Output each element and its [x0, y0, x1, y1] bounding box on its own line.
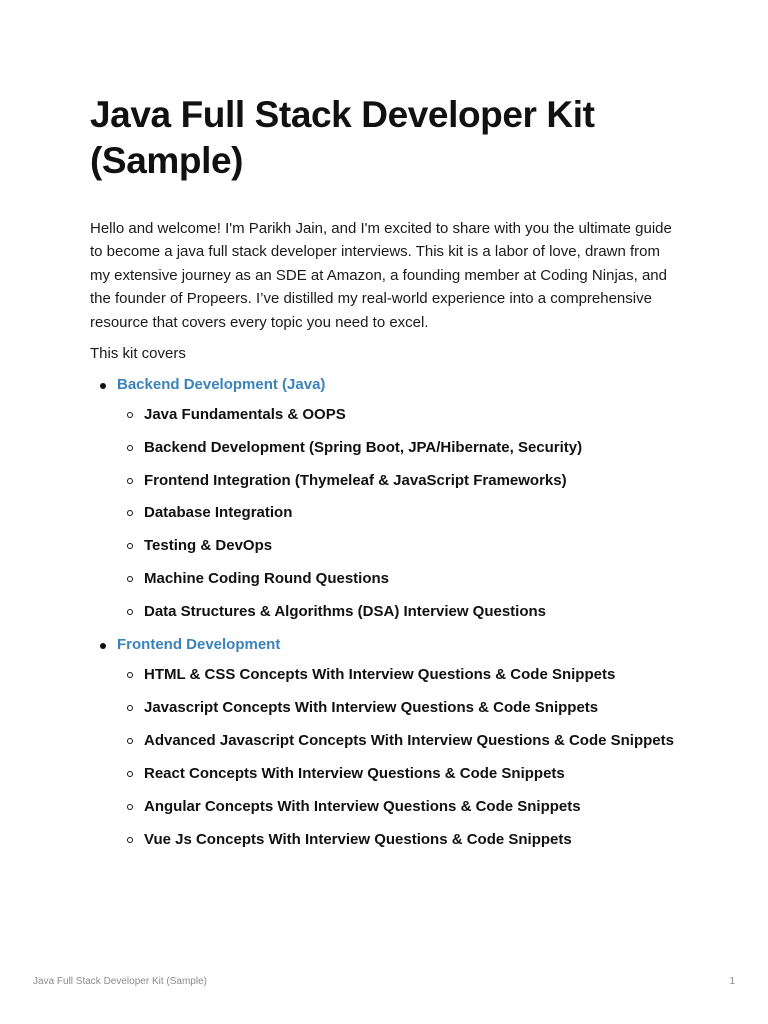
list-item: [117, 404, 680, 426]
list-item: [117, 502, 680, 524]
list-item-label: Angular Concepts With Interview Questions & Code Snippets: [144, 797, 581, 815]
circle-bullet-icon: [127, 705, 133, 711]
disc-bullet-icon: [100, 383, 106, 389]
circle-bullet-icon: [127, 445, 133, 451]
list-item-label: Data Structures & Algorithms (DSA) Interview Questions: [144, 602, 547, 620]
list-item-label: Backend Development (Spring Boot, JPA/Hibernate, Security): [144, 438, 583, 456]
backend-topics-list: [117, 404, 680, 623]
list-item-label: Java Fundamentals & OOPS: [144, 406, 346, 424]
list-item-label: HTML & CSS Concepts With Interview Questions & Code Snippets: [144, 665, 616, 683]
list-item: [117, 796, 680, 818]
section-link-backend[interactable]: Backend Development (Java): [117, 376, 326, 394]
covers-label: This kit covers: [90, 345, 186, 363]
circle-bullet-icon: [127, 672, 133, 678]
circle-bullet-icon: [127, 543, 133, 549]
circle-bullet-icon: [127, 478, 133, 484]
list-item-label: Database Integration: [144, 504, 293, 522]
list-item-label: Testing & DevOps: [144, 537, 273, 555]
circle-bullet-icon: [127, 738, 133, 744]
circle-bullet-icon: [127, 510, 133, 516]
frontend-topics-list: [117, 664, 680, 851]
list-item-label: Javascript Concepts With Interview Questions & Code Snippets: [144, 698, 599, 716]
circle-bullet-icon: [127, 804, 133, 810]
section-frontend: [90, 634, 680, 851]
circle-bullet-icon: [127, 837, 133, 843]
list-item: [117, 730, 680, 752]
intro-paragraph: Hello and welcome! I'm Parikh Jain, and I'm excited to share with you the ultimate guide to become a java full stack developer interviews. This kit is a labor of love, drawn from my extensive journey as an SDE at Amazon, a founding member at Coding Ninjas, and the founder of Propeers. I’ve distilled my real-world experience into a comprehensive resource that covers every topic you need to excel.: [90, 220, 672, 331]
circle-bullet-icon: [127, 609, 133, 615]
list-item: [117, 601, 680, 623]
footer-document-title: Java Full Stack Developer Kit (Sample): [33, 976, 207, 987]
list-item-label: Frontend Integration (Thymeleaf & JavaScript Frameworks): [144, 471, 567, 489]
circle-bullet-icon: [127, 412, 133, 418]
sections-list: [90, 374, 680, 851]
section-link-frontend[interactable]: Frontend Development: [117, 635, 281, 653]
disc-bullet-icon: [100, 643, 106, 649]
footer-page-number: 1: [729, 976, 735, 987]
circle-bullet-icon: [127, 576, 133, 582]
document-page: [90, 92, 680, 862]
list-item-label: Vue Js Concepts With Interview Questions & Code Snippets: [144, 830, 572, 848]
circle-bullet-icon: [127, 771, 133, 777]
list-item: [117, 568, 680, 590]
list-item: [117, 470, 680, 492]
section-backend: [90, 374, 680, 623]
list-item: [117, 829, 680, 851]
list-item: [117, 535, 680, 557]
list-item: [117, 664, 680, 686]
list-item: [117, 763, 680, 785]
list-item: [117, 697, 680, 719]
list-item-label: Machine Coding Round Questions: [144, 570, 389, 588]
list-item: [117, 437, 680, 459]
page-title: Java Full Stack Developer Kit (Sample): [90, 94, 595, 181]
list-item-label: React Concepts With Interview Questions & Code Snippets: [144, 764, 565, 782]
list-item-label: Advanced Javascript Concepts With Interview Questions & Code Snippets: [144, 731, 674, 749]
